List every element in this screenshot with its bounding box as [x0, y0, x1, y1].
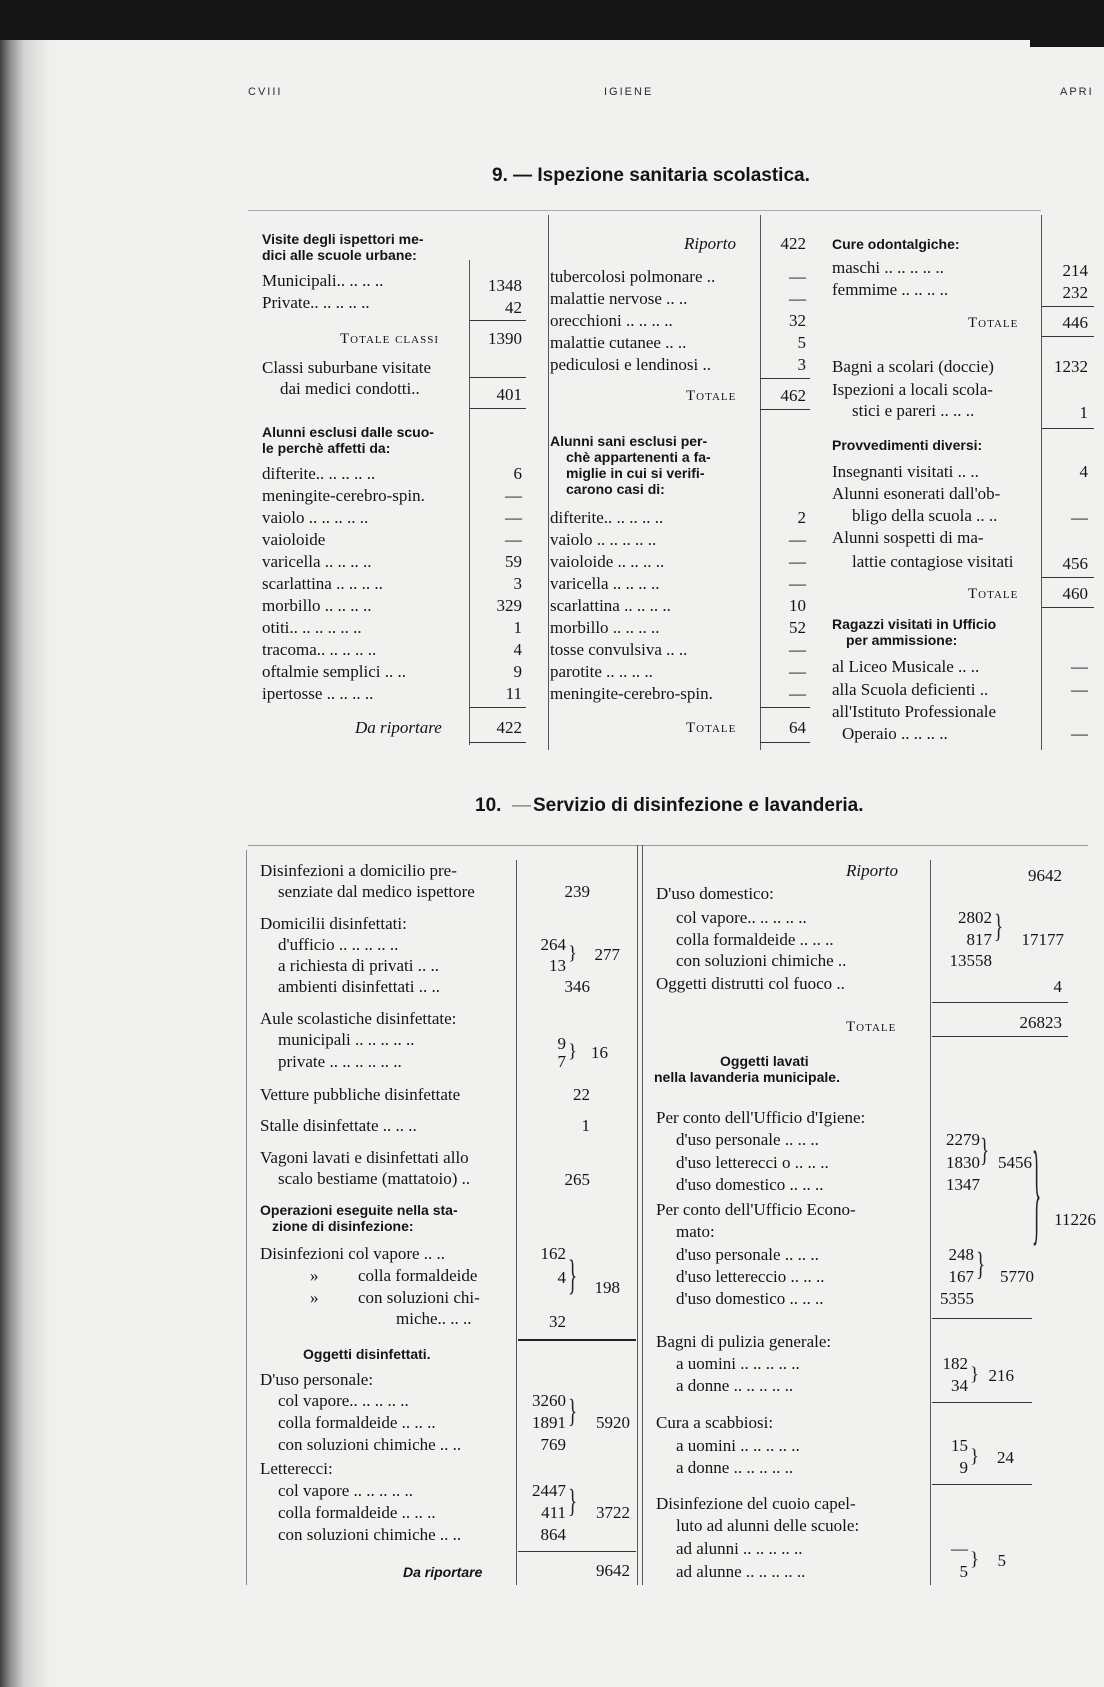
l-richiesta: a richiesta di privati .. .. [278, 956, 439, 975]
c1-total-label: Totale classi [340, 331, 439, 347]
c2-item-label: malattie cutanee .. .. [550, 333, 687, 352]
c1-item-value: 1 [513, 618, 522, 637]
c3-femmine-value: 232 [1062, 283, 1088, 302]
l-operazioni-1: Operazioni eseguite nella sta- [260, 1202, 458, 1218]
c1-suburbane-2: dai medici condotti.. [280, 379, 420, 398]
l-stalle: Stalle disinfettate .. .. .. [260, 1116, 417, 1135]
l-vapore-value: 162 [540, 1244, 566, 1263]
c2-item-value: 2 [797, 508, 806, 527]
c1-item-label: ipertosse .. .. .. .. [262, 684, 374, 703]
c3-sospetti-1: Alunni sospetti di ma- [832, 528, 984, 547]
l-brace: } [568, 1394, 578, 1430]
l-operazioni-total: 198 [594, 1278, 620, 1297]
c2-item-value: — [789, 530, 806, 549]
book-spine-shadow [0, 40, 62, 1687]
l-vagoni-1: Vagoni lavati e disinfettati allo [260, 1148, 469, 1167]
l-p2-value: 1891 [532, 1413, 566, 1432]
c3-ispezioni-1: Ispezioni a locali scola- [832, 380, 993, 399]
c1-item-value: 11 [505, 684, 522, 703]
r-economato-1: Per conto dell'Ufficio Econo- [656, 1200, 856, 1219]
t10-left-valrule [516, 860, 517, 1585]
c3-maschi-value: 214 [1062, 261, 1088, 280]
c2-item-value: — [789, 662, 806, 681]
l-domicilii-total: 277 [594, 945, 620, 964]
l-domicilii: Domicilii disinfettati: [260, 914, 407, 933]
c2-item-value: — [789, 552, 806, 571]
r-e2-value: 167 [948, 1267, 974, 1286]
running-title: IGIENE [604, 86, 654, 98]
r-e3-value: 5355 [940, 1289, 974, 1308]
c2-item-label: malattie nervose .. .. [550, 289, 688, 308]
t10-center-rule-b [642, 845, 643, 1585]
l-vapore: Disinfezioni col vapore .. .. [260, 1244, 446, 1263]
c1-item-value: 3 [513, 574, 522, 593]
l-da-riportare: Da riportare [403, 1564, 483, 1580]
r-lavati-2: nella lavanderia municipale. [654, 1069, 840, 1085]
r-bagni-total: 216 [988, 1366, 1014, 1385]
c2-sum-rule-4 [760, 742, 810, 743]
l-brace: } [568, 1253, 578, 1300]
c1-item-label: tracoma.. .. .. .. .. [262, 640, 377, 659]
l-private-value: 7 [557, 1052, 566, 1071]
r-d1: col vapore.. .. .. .. .. [676, 908, 807, 927]
r-bagni-donne-value: 34 [951, 1376, 968, 1395]
c2-item-label: tubercolosi polmonare .. [550, 267, 716, 286]
c1-item-label: scarlattina .. .. .. .. [262, 574, 383, 593]
l-personale-total: 5920 [596, 1413, 630, 1432]
c3-total2-label: Totale [968, 586, 1019, 602]
c2-item-value: 10 [789, 596, 806, 615]
r-grand-total: 11226 [1054, 1210, 1096, 1229]
c2-heading-2: chè appartenenti a fa- [566, 449, 711, 465]
l-stalle-value: 1 [581, 1116, 590, 1135]
r-i2: d'uso letterecci o .. .. .. [676, 1153, 829, 1172]
l-sol-mark: » [310, 1288, 319, 1307]
l-brace: } [568, 1041, 578, 1062]
c3-liceo: al Liceo Musicale .. .. [832, 657, 980, 676]
r-total-label: Totale [846, 1019, 897, 1035]
l-soluzioni-1: con soluzioni chi- [358, 1288, 480, 1307]
l-richiesta-value: 13 [549, 956, 566, 975]
c2-item-value: — [789, 267, 806, 286]
c2-item-label: scarlattina .. .. .. .. [550, 596, 671, 615]
c3-sum-rule-2 [1042, 336, 1094, 337]
r-bagni-uomini: a uomini .. .. .. .. .. [676, 1354, 800, 1373]
c1-heading-2b: le perchè affetti da: [262, 440, 391, 456]
c2-item-value: — [789, 684, 806, 703]
l-p1-value: 3260 [532, 1391, 566, 1410]
c2-total2-value: 64 [789, 718, 806, 737]
r-e1-value: 248 [948, 1245, 974, 1264]
l-form-mark: » [310, 1266, 319, 1285]
r-brace: } [970, 1549, 980, 1570]
l-vagoni-2: scalo bestiame (mattatoio) .. [278, 1169, 471, 1188]
c3-sum-rule-5 [1042, 607, 1094, 608]
c1-sum-rule-3 [470, 408, 526, 409]
c2-total-value: 462 [780, 386, 806, 405]
c3-femmine: femmime .. .. .. .. [832, 280, 949, 299]
table-9-top-rule [248, 210, 1041, 211]
c3-esonerati-value: — [1071, 508, 1088, 527]
r-mid-rule [932, 1318, 1032, 1319]
r-bagni: Bagni di pulizia generale: [656, 1332, 832, 1351]
t9-divider-1 [548, 215, 549, 750]
section-10-dash: — [512, 795, 531, 816]
c3-total2-value: 460 [1062, 584, 1088, 603]
c2-item-value: — [789, 640, 806, 659]
c3-deficienti: alla Scuola deficienti .. [832, 680, 989, 699]
r-distrutti-value: 4 [1053, 977, 1062, 996]
c2-riporto-value: 422 [780, 234, 806, 253]
c3-istituto-1: all'Istituto Professionale [832, 702, 997, 721]
r-capelluto-total: 5 [997, 1551, 1006, 1570]
c2-sum-rule-2 [760, 409, 810, 410]
c1-item-label: difterite.. .. .. .. .. [262, 464, 376, 483]
l-vetture: Vetture pubbliche disinfettate [260, 1085, 461, 1104]
c2-total-label: Totale [686, 388, 737, 404]
t10-center-rule-a [637, 845, 638, 1585]
c2-heading-3: miglie in cui si verifi- [566, 465, 705, 481]
l-l2-value: 411 [541, 1503, 566, 1522]
l-l1: col vapore .. .. .. .. .. [278, 1481, 414, 1500]
c2-item-value: — [789, 574, 806, 593]
c1-heading-1b: dici alle scuole urbane: [262, 247, 417, 263]
r-lavati-1: Oggetti lavati [720, 1053, 809, 1069]
c3-ispezioni-value: 1 [1079, 403, 1088, 422]
c3-bagni: Bagni a scolari (doccie) [832, 357, 994, 376]
c3-bagni-value: 1232 [1054, 357, 1088, 376]
c1-da-riportare: Da riportare [355, 718, 442, 737]
l-l3-value: 864 [540, 1525, 566, 1544]
l-uso-personale: D'uso personale: [260, 1370, 374, 1389]
running-month: APRI [1060, 86, 1094, 98]
r-cura-total: 24 [997, 1448, 1014, 1467]
l-dis-value: 239 [564, 882, 590, 901]
c1-sum-rule-4 [470, 707, 526, 708]
c2-item-label: vaiolo .. .. .. .. .. [550, 530, 657, 549]
c3-deficienti-value: — [1071, 680, 1088, 699]
l-vagoni-value: 265 [564, 1170, 590, 1189]
section-9-title: 9. — Ispezione sanitaria scolastica. [492, 165, 810, 186]
r-capelluto-1: Disinfezione del cuoio capel- [656, 1494, 856, 1513]
r-brace: } [994, 909, 1004, 945]
c2-item-label: tosse convulsiva .. .. [550, 640, 688, 659]
r-cura-donne: a donne .. .. .. .. .. [676, 1458, 794, 1477]
c3-sum-rule-4 [1042, 577, 1094, 578]
c1-item-value: — [505, 508, 522, 527]
t9-divider-2 [760, 215, 761, 750]
c1-item-label: morbillo .. .. .. .. [262, 596, 372, 615]
c1-heading-1a: Visite degli ispettori me- [262, 231, 424, 247]
r-alunni-value: — [951, 1539, 968, 1558]
l-p2: colla formaldeide .. .. .. [278, 1413, 436, 1432]
c1-item-label: otiti.. .. .. .. .. .. [262, 618, 362, 637]
r-uso-domestico: D'uso domestico: [656, 884, 774, 903]
c2-item-value: 52 [789, 618, 806, 637]
r-mid-rule-3 [932, 1484, 1032, 1485]
c3-istituto-2: Operaio .. .. .. .. [842, 724, 948, 743]
r-big-brace: } [1032, 1134, 1042, 1260]
l-p3: con soluzioni chimiche .. .. [278, 1435, 462, 1454]
l-l2: colla formaldeide .. .. .. [278, 1503, 436, 1522]
r-bagni-uomini-value: 182 [942, 1354, 968, 1373]
c2-item-label: pediculosi e lendinosi .. [550, 355, 712, 374]
r-brace: } [980, 1133, 990, 1169]
c3-total-label: Totale [968, 315, 1019, 331]
l-vetture-value: 22 [573, 1085, 590, 1104]
c2-item-label: parotite .. .. .. .. [550, 662, 653, 681]
r-domestico-total: 17177 [1021, 930, 1064, 949]
c1-sum-rule-1 [470, 320, 526, 321]
r-cura-uomini-value: 15 [951, 1436, 968, 1455]
c2-item-value: — [789, 289, 806, 308]
r-d3: con soluzioni chimiche .. [676, 951, 847, 970]
c1-da-riportare-value: 422 [496, 718, 522, 737]
l-ufficio: d'ufficio .. .. .. .. .. [278, 935, 399, 954]
table-10-top-rule [248, 845, 1088, 846]
l-brace: } [568, 1484, 578, 1520]
r-i3: d'uso domestico .. .. .. [676, 1175, 824, 1194]
r-d3-value: 13558 [949, 951, 992, 970]
c2-heading-4: carono casi di: [566, 481, 665, 497]
c1-sum-rule-5 [470, 742, 526, 743]
r-i1-value: 2279 [946, 1130, 980, 1149]
l-p1: col vapore.. .. .. .. .. [278, 1391, 409, 1410]
l-bottom-rule [518, 1551, 636, 1552]
r-i3-value: 1347 [946, 1175, 980, 1194]
l-da-riportare-value: 9642 [596, 1561, 630, 1580]
r-i2-value: 1830 [946, 1153, 980, 1172]
c1-item-value: — [505, 530, 522, 549]
l-formaldeide-value: 4 [557, 1268, 566, 1287]
l-soluzioni-value: 32 [549, 1312, 566, 1331]
c1-item-value: 329 [496, 596, 522, 615]
c3-heading-3b: per ammissione: [846, 632, 958, 648]
section-10-number: 10. [475, 795, 502, 816]
page-number: CVIII [248, 86, 283, 98]
l-municipali-value: 9 [557, 1034, 566, 1053]
l-ufficio-value: 264 [540, 935, 566, 954]
c2-sum-rule-1 [760, 378, 810, 379]
c3-istituto-value: — [1071, 724, 1088, 743]
c1-suburbane-1: Classi suburbane visitate [262, 358, 432, 377]
r-d2-value: 817 [966, 930, 992, 949]
c3-sospetti-value: 456 [1062, 554, 1088, 573]
l-formaldeide: colla formaldeide [358, 1266, 478, 1285]
c3-insegnanti: Insegnanti visitati .. .. [832, 462, 979, 481]
c2-item-label: meningite-cerebro-spin. [550, 684, 713, 703]
r-total-value: 26823 [1019, 1013, 1062, 1032]
c2-heading-1: Alunni sani esclusi per- [550, 433, 708, 449]
c1-item-value: — [505, 486, 522, 505]
l-ambienti-value: 346 [564, 977, 590, 996]
r-capelluto-2: luto ad alunni delle scuole: [676, 1516, 860, 1535]
r-i1: d'uso personale .. .. .. [676, 1130, 819, 1149]
c1-municipali-value: 1348 [488, 276, 522, 295]
c1-municipali: Municipali.. .. .. .. [262, 271, 384, 290]
t10-left-border [246, 850, 247, 1585]
r-alunne-value: 5 [959, 1562, 968, 1581]
c3-esonerati-1: Alunni esonerati dall'ob- [832, 484, 1001, 503]
c1-item-value: 9 [513, 662, 522, 681]
c2-item-value: 3 [797, 355, 806, 374]
r-igiene: Per conto dell'Ufficio d'Igiene: [656, 1108, 866, 1127]
c3-maschi: maschi .. .. .. .. .. [832, 258, 944, 277]
l-aule-total: 16 [591, 1043, 608, 1062]
c3-heading-1: Cure odontalgiche: [832, 236, 960, 252]
c2-riporto: Riporto [684, 234, 736, 253]
r-cura-uomini: a uomini .. .. .. .. .. [676, 1436, 800, 1455]
r-brace: } [970, 1364, 980, 1385]
l-mid-rule [518, 1339, 636, 1341]
c1-suburbane-value: 401 [496, 385, 522, 404]
r-economato-total: 5770 [1000, 1267, 1034, 1286]
l-operazioni-2: zione di disinfezione: [272, 1218, 414, 1234]
c3-sum-rule-3 [1042, 428, 1094, 429]
c1-private: Private.. .. .. .. .. [262, 293, 370, 312]
c3-heading-2: Provvedimenti diversi: [832, 437, 983, 453]
r-cura: Cura a scabbiosi: [656, 1413, 774, 1432]
l-dis-1: Disinfezioni a domicilio pre- [260, 861, 457, 880]
r-e2: d'uso lettereccio .. .. .. [676, 1267, 825, 1286]
l-ambienti: ambienti disinfettati .. .. [278, 977, 440, 996]
c3-total-value: 446 [1062, 313, 1088, 332]
r-d1-value: 2802 [958, 908, 992, 927]
c3-insegnanti-value: 4 [1079, 462, 1088, 481]
r-total-rule-2 [932, 1036, 1068, 1037]
c1-item-label: meningite-cerebro-spin. [262, 486, 425, 505]
c1-item-value: 4 [513, 640, 522, 659]
l-soluzioni-2: miche.. .. .. [396, 1309, 472, 1328]
c1-item-value: 59 [505, 552, 522, 571]
c2-item-value: 5 [797, 333, 806, 352]
r-mid-rule-2 [932, 1402, 1032, 1403]
r-riporto-value: 9642 [1028, 866, 1062, 885]
scan-top-border [0, 0, 1104, 40]
c2-item-label: vaioloide .. .. .. .. [550, 552, 665, 571]
c1-item-label: vaiolo .. .. .. .. .. [262, 508, 369, 527]
l-aule: Aule scolastiche disinfettate: [260, 1009, 457, 1028]
l-l1-value: 2447 [532, 1481, 566, 1500]
r-igiene-total: 5456 [998, 1153, 1032, 1172]
l-municipali: municipali .. .. .. .. .. [278, 1030, 415, 1049]
r-distrutti: Oggetti distrutti col fuoco .. [656, 974, 845, 993]
r-alunne: ad alunne .. .. .. .. .. [676, 1562, 806, 1581]
r-brace: } [976, 1247, 986, 1283]
c3-heading-3: Ragazzi visitati in Ufficio [832, 616, 997, 632]
l-oggetti-heading: Oggetti disinfettati. [303, 1346, 431, 1362]
c2-item-label: difterite.. .. .. .. .. [550, 508, 664, 527]
c2-item-label: orecchioni .. .. .. .. [550, 311, 673, 330]
c3-sum-rule-1 [1042, 306, 1094, 307]
r-bagni-donne: a donne .. .. .. .. .. [676, 1376, 794, 1395]
l-p3-value: 769 [540, 1435, 566, 1454]
c3-sospetti-2: lattie contagiose visitati [852, 552, 1014, 571]
c1-item-value: 6 [513, 464, 522, 483]
l-l3: con soluzioni chimiche .. .. [278, 1525, 462, 1544]
l-brace: } [568, 943, 578, 964]
c2-sum-rule-3 [760, 707, 810, 708]
section-10-title: Servizio di disinfezione e lavanderia. [533, 795, 864, 816]
l-dis-2: senziate dal medico ispettore [278, 882, 475, 901]
c2-item-value: 32 [789, 311, 806, 330]
r-d2: colla formaldeide .. .. .. [676, 930, 834, 949]
scan-top-border-step [1030, 40, 1104, 47]
r-brace: } [970, 1446, 980, 1467]
c3-ispezioni-2: stici e pareri .. .. .. [852, 401, 975, 420]
r-total-rule [932, 1002, 1068, 1003]
c1-item-label: oftalmie semplici .. .. [262, 662, 406, 681]
r-e1: d'uso personale .. .. .. [676, 1245, 819, 1264]
l-letterecci: Letterecci: [260, 1459, 333, 1478]
c2-item-label: varicella .. .. .. .. [550, 574, 660, 593]
r-cura-donne-value: 9 [959, 1458, 968, 1477]
c3-esonerati-2: bligo della scuola .. .. [852, 506, 998, 525]
r-e3: d'uso domestico .. .. .. [676, 1289, 824, 1308]
c1-sum-rule-2 [470, 377, 526, 378]
r-alunni: ad alunni .. .. .. .. .. [676, 1539, 803, 1558]
r-economato-2: mato: [676, 1222, 715, 1241]
c1-private-value: 42 [505, 298, 522, 317]
l-private: private .. .. .. .. .. .. [278, 1052, 402, 1071]
r-riporto: Riporto [846, 861, 898, 880]
l-letterecci-total: 3722 [596, 1503, 630, 1522]
c1-item-label: vaioloide [262, 530, 326, 549]
c1-total-value: 1390 [488, 329, 522, 348]
c2-total2-label: Totale [686, 720, 737, 736]
c1-heading-2a: Alunni esclusi dalle scuo- [262, 424, 434, 440]
c1-item-label: varicella .. .. .. .. [262, 552, 372, 571]
c3-liceo-value: — [1071, 657, 1088, 676]
c2-item-label: morbillo .. .. .. .. [550, 618, 660, 637]
